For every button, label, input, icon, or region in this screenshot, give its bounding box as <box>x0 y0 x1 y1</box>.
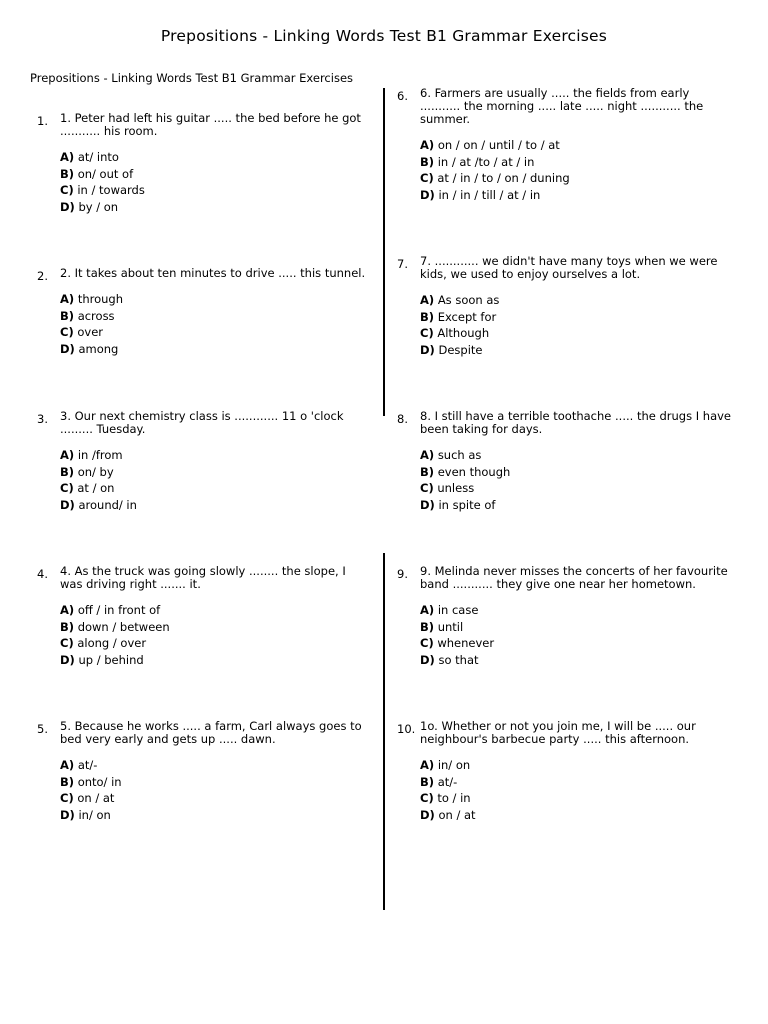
answer-option <box>420 619 494 636</box>
option-text: to / in <box>437 791 471 805</box>
option-letter: A) <box>420 138 435 152</box>
question-text-line: ........... the morning ..... late ..... night ........... the <box>420 99 704 113</box>
question-text-line: 1o. Whether or not you join me, I will be ..... our <box>420 719 696 733</box>
question-text-line: 9. Melinda never misses the concerts of her favourite <box>420 564 728 578</box>
option-letter: A) <box>420 758 435 772</box>
option-text: by / on <box>78 199 119 214</box>
question-text-line: 5. Because he works ..... a farm, Carl always goes to <box>60 719 362 733</box>
option-text: in / at /to / at / in <box>437 154 535 169</box>
answer-option <box>420 342 499 359</box>
question-text-line: bed very early and gets up ..... dawn. <box>60 732 276 746</box>
option-text: around/ in <box>78 497 137 512</box>
question-text-line: ........... his room. <box>60 124 158 138</box>
question-number: 9. <box>397 567 408 581</box>
answer-option <box>420 187 570 204</box>
option-text: on / at <box>438 807 476 822</box>
option-text: such as <box>437 448 482 462</box>
answer-option <box>420 790 476 807</box>
option-text: in / towards <box>77 183 145 197</box>
answer-option <box>60 652 170 669</box>
answer-option <box>60 182 145 199</box>
option-letter: C) <box>420 481 434 495</box>
question-text <box>60 410 344 436</box>
option-letter: C) <box>60 791 74 805</box>
question-number: 10. <box>397 722 416 736</box>
option-letter: A) <box>420 293 435 307</box>
option-letter: B) <box>60 774 75 789</box>
option-text: along / over <box>77 636 147 650</box>
answer-options <box>60 602 170 668</box>
answer-option <box>60 480 137 497</box>
answer-option <box>420 480 510 497</box>
option-text: across <box>77 308 115 323</box>
answer-option <box>60 790 122 807</box>
option-text: off / in front of <box>77 603 161 617</box>
answer-options <box>60 757 122 823</box>
answer-option <box>420 292 499 309</box>
answer-options <box>60 149 145 215</box>
option-letter: C) <box>60 481 74 495</box>
option-letter: B) <box>60 308 75 323</box>
option-letter: A) <box>60 603 75 617</box>
question-text <box>60 565 346 591</box>
option-letter: D) <box>60 497 75 512</box>
question-text-line: kids, we used to enjoy ourselves a lot. <box>420 267 641 281</box>
worksheet-subtitle: Prepositions - Linking Words Test B1 Grammar Exercises <box>30 71 354 85</box>
question-text <box>420 720 696 746</box>
option-letter: D) <box>420 187 435 202</box>
option-letter: B) <box>420 464 435 479</box>
question-text-line: 2. It takes about ten minutes to drive ..... this tunnel. <box>60 266 366 280</box>
option-letter: D) <box>60 652 75 667</box>
option-text: in case <box>437 603 479 617</box>
option-text: at/- <box>77 758 98 772</box>
option-text: at / on <box>77 481 115 495</box>
answer-options <box>420 757 476 823</box>
option-text: at / in / to / on / duning <box>437 171 570 185</box>
question-text-line: band ........... they give one near her hometown. <box>420 577 696 591</box>
option-text: even though <box>437 464 511 479</box>
answer-option <box>60 166 145 183</box>
question-text-line: neighbour's barbecue party ..... this afternoon. <box>420 732 690 746</box>
option-letter: B) <box>420 309 435 324</box>
option-letter: A) <box>420 603 435 617</box>
question-text-line: 7. ............ we didn't have many toys when we were <box>420 254 718 268</box>
answer-option <box>60 807 122 824</box>
option-text: so that <box>438 652 479 667</box>
question-text <box>420 255 717 281</box>
question-number: 8. <box>397 412 408 426</box>
option-text: down / between <box>77 619 170 634</box>
answer-option <box>420 309 499 326</box>
answer-option <box>60 774 122 791</box>
answer-option <box>420 635 494 652</box>
option-text: in/ on <box>78 807 111 822</box>
option-text: in/ on <box>437 758 471 772</box>
option-text: up / behind <box>78 652 144 667</box>
answer-option <box>60 308 123 325</box>
answer-option <box>420 652 494 669</box>
option-text: onto/ in <box>77 774 122 789</box>
page-title: Prepositions - Linking Words Test B1 Grammar Exercises <box>160 27 608 45</box>
answer-options <box>60 447 137 513</box>
option-letter: A) <box>60 758 75 772</box>
question-text-line: summer. <box>420 112 471 126</box>
answer-option <box>60 602 170 619</box>
column-divider-top <box>383 88 385 416</box>
option-text: Despite <box>438 342 483 357</box>
option-letter: C) <box>60 183 74 197</box>
answer-options <box>60 291 123 357</box>
option-letter: B) <box>60 619 75 634</box>
answer-option <box>420 757 476 774</box>
option-letter: C) <box>420 636 434 650</box>
option-letter: B) <box>420 154 435 169</box>
question-number: 5. <box>37 722 48 736</box>
option-letter: D) <box>60 199 75 214</box>
question-text-line: 4. As the truck was going slowly ........ the slope, I <box>60 564 346 578</box>
answer-option <box>60 291 123 308</box>
option-letter: C) <box>60 325 74 339</box>
option-letter: A) <box>60 292 75 306</box>
option-text: on / on / until / to / at <box>437 138 560 152</box>
option-letter: D) <box>60 341 75 356</box>
question-text-line: been taking for days. <box>420 422 543 436</box>
answer-option <box>60 324 123 341</box>
option-letter: B) <box>60 166 75 181</box>
option-letter: A) <box>60 150 75 164</box>
option-letter: A) <box>60 448 75 462</box>
option-letter: D) <box>420 497 435 512</box>
question-text <box>60 267 365 280</box>
answer-options <box>420 602 494 668</box>
option-text: at/- <box>437 774 458 789</box>
answer-option <box>60 341 123 358</box>
question-number: 2. <box>37 269 48 283</box>
answer-option <box>60 619 170 636</box>
option-text: on/ out of <box>77 166 134 181</box>
option-letter: C) <box>420 791 434 805</box>
answer-option <box>420 807 476 824</box>
option-letter: D) <box>60 807 75 822</box>
answer-option <box>420 464 510 481</box>
option-text: in / in / till / at / in <box>438 187 541 202</box>
answer-option <box>420 325 499 342</box>
option-letter: B) <box>420 619 435 634</box>
column-divider-bottom <box>383 553 385 910</box>
question-number: 4. <box>37 567 48 581</box>
question-text-line: 8. I still have a terrible toothache ..... the drugs I have <box>420 409 732 423</box>
option-text: As soon as <box>437 293 500 307</box>
option-letter: C) <box>60 636 74 650</box>
option-text: at/ into <box>77 150 119 164</box>
question-text <box>60 112 361 138</box>
option-letter: D) <box>420 342 435 357</box>
option-letter: A) <box>420 448 435 462</box>
answer-option <box>60 447 137 464</box>
answer-options <box>420 292 499 358</box>
question-text-line: 6. Farmers are usually ..... the fields from early <box>420 86 690 100</box>
option-text: through <box>77 292 123 306</box>
answer-option <box>420 137 570 154</box>
question-text <box>60 720 362 746</box>
answer-option <box>60 497 137 514</box>
answer-option <box>420 602 494 619</box>
option-text: unless <box>437 481 475 495</box>
option-letter: D) <box>420 807 435 822</box>
option-text: until <box>437 619 464 634</box>
answer-option <box>60 149 145 166</box>
option-letter: B) <box>420 774 435 789</box>
option-text: among <box>78 341 119 356</box>
option-letter: C) <box>420 326 434 340</box>
question-number: 3. <box>37 412 48 426</box>
answer-option <box>60 464 137 481</box>
question-text <box>420 565 728 591</box>
answer-option <box>60 757 122 774</box>
question-number: 1. <box>37 114 48 128</box>
option-letter: B) <box>60 464 75 479</box>
question-text-line: 3. Our next chemistry class is ............ 11 o 'clock <box>60 409 344 423</box>
answer-option <box>420 774 476 791</box>
answer-option <box>420 497 510 514</box>
question-text-line: 1. Peter had left his guitar ..... the bed before he got <box>60 111 361 125</box>
option-text: whenever <box>437 636 495 650</box>
option-text: Although <box>437 326 490 340</box>
question-number: 7. <box>397 257 408 271</box>
answer-options <box>420 447 510 513</box>
question-text-line: ......... Tuesday. <box>60 422 146 436</box>
option-text: on / at <box>77 791 115 805</box>
option-letter: C) <box>420 171 434 185</box>
option-letter: D) <box>420 652 435 667</box>
answer-option <box>60 635 170 652</box>
answer-options <box>420 137 570 203</box>
question-text-line: was driving right ....... it. <box>60 577 201 591</box>
question-text <box>420 410 731 436</box>
option-text: on/ by <box>77 464 114 479</box>
question-text <box>420 87 703 126</box>
answer-option <box>420 154 570 171</box>
option-text: over <box>77 325 104 339</box>
answer-option <box>420 170 570 187</box>
answer-option <box>420 447 510 464</box>
option-text: in /from <box>77 448 123 462</box>
question-number: 6. <box>397 89 408 103</box>
answer-option <box>60 199 145 216</box>
option-text: in spite of <box>438 497 496 512</box>
option-text: Except for <box>437 309 497 324</box>
